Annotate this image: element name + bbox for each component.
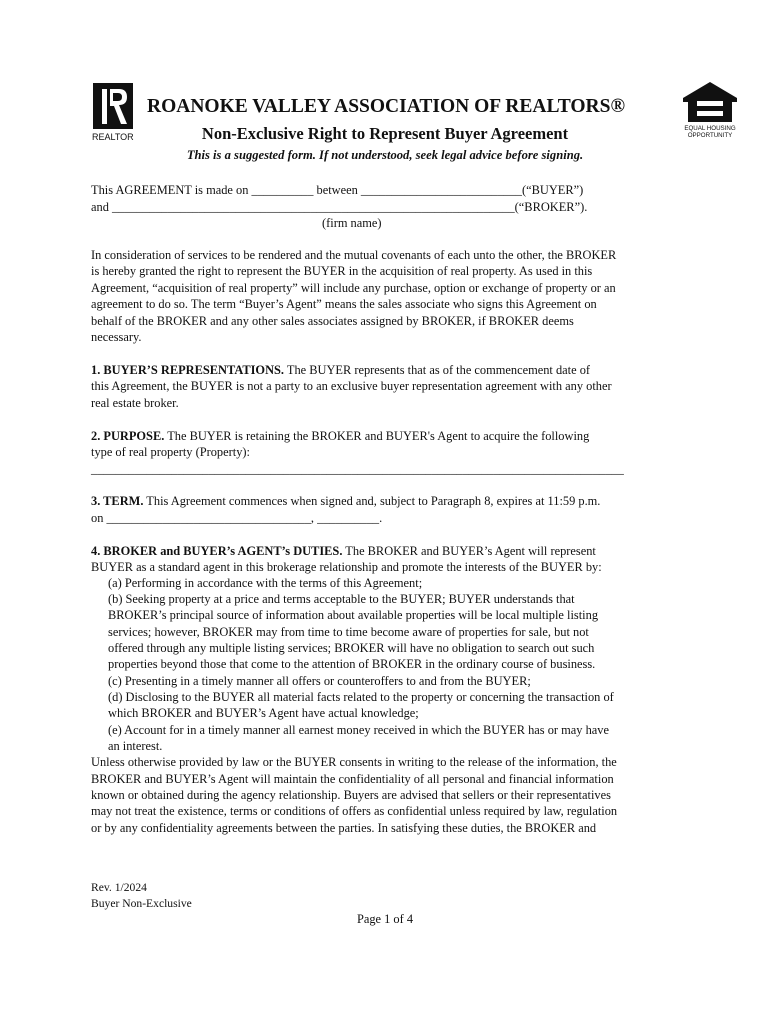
section-4-text: The BROKER and BUYER’s Agent will represent — [342, 544, 596, 558]
consideration-line: agreement to do so. The term “Buyer’s Agent” means the sales associate who signs this Agreement on — [91, 297, 597, 311]
realtor-logo-text: REALTOR — [92, 132, 134, 142]
consideration-line: Agreement, “acquisition of real property” will include any purchase, option or exchange of property or an — [91, 281, 616, 295]
duty-item: offered through any multiple listing services; BROKER will have no obligation to search out such — [108, 641, 595, 655]
duty-item: (a) Performing in accordance with the terms of this Agreement; — [108, 576, 423, 590]
section-2-text: The BUYER is retaining the BROKER and BUYER's Agent to acquire the following — [164, 429, 590, 443]
confidentiality-line: Unless otherwise provided by law or the BUYER consents in writing to the release of the information, the — [91, 755, 617, 769]
section-2-heading: 2. PURPOSE. — [91, 429, 165, 443]
section-1-text: The BUYER represents that as of the commencement date of — [284, 363, 591, 377]
duty-item: BROKER’s principal source of information about available properties will be local multiple listing — [108, 608, 599, 622]
duty-item: services; however, BROKER may from time to time become aware of properties for sale, but not — [108, 625, 589, 639]
confidentiality-line: or by any confidentiality agreements between the parties. In satisfying these duties, the BROKER and — [91, 821, 597, 835]
revision-date: Rev. 1/2024 — [91, 881, 147, 894]
form-name: Buyer Non-Exclusive — [91, 897, 192, 910]
duty-item: properties beyond those that come to the attention of BROKER in the ordinary course of business. — [108, 657, 596, 671]
section-4-line-1 — [91, 543, 596, 559]
section-3-text: This Agreement commences when signed and, subject to Paragraph 8, expires at 11:59 p.m. — [143, 494, 601, 508]
consideration-line: necessary. — [91, 330, 142, 344]
consideration-line: is hereby granted the right to represent the BUYER in the acquisition of real property. As used in this — [91, 264, 593, 278]
consideration-line: behalf of the BROKER and any other sales associates assigned by BROKER, if BROKER deems — [91, 314, 574, 328]
confidentiality-line: BROKER and BUYER’s Agent will maintain the confidentiality of all personal and financial information — [91, 772, 614, 786]
intro-line-2: and _________________________________________________________________(“BROKER”). — [91, 200, 588, 214]
property-blank-line: ______________________________________________________________________________________ — [91, 462, 624, 476]
section-4-line-2: BUYER as a standard agent in this brokerage relationship and promote the interests of the BUYER by: — [91, 560, 602, 574]
confidentiality-line: known or obtained during the agency relationship. Buyers are advised that sellers or their representatives — [91, 788, 611, 802]
section-3-line-1 — [91, 493, 600, 509]
duty-item: an interest. — [108, 739, 163, 753]
duty-item: (c) Presenting in a timely manner all offers or counteroffers to and from the BUYER; — [108, 674, 531, 688]
section-1-line-1 — [91, 362, 590, 378]
eho-text-2: OPPORTUNITY — [687, 132, 733, 138]
duty-item: (b) Seeking property at a price and terms acceptable to the BUYER; BUYER understands that — [108, 592, 575, 606]
section-1-line: real estate broker. — [91, 396, 179, 410]
section-4-heading: 4. BROKER and BUYER’s AGENT’s DUTIES. — [91, 544, 343, 558]
section-1-heading: 1. BUYER’S REPRESENTATIONS. — [91, 363, 285, 377]
document-title: Non-Exclusive Right to Represent Buyer Agreement — [201, 124, 569, 143]
duty-item: which BROKER and BUYER’s Agent have actual knowledge; — [108, 706, 419, 720]
firm-name-label: (firm name) — [322, 216, 382, 230]
eho-text-1: EQUAL HOUSING — [684, 125, 736, 132]
confidentiality-line: may not treat the existence, terms or conditions of offers as confidential unless required by law, regulation — [91, 804, 618, 818]
section-3-line-2: on _________________________________, __________. — [91, 511, 383, 525]
page-number: Page 1 of 4 — [356, 912, 414, 926]
intro-line-1: This AGREEMENT is made on __________ between __________________________(“BUYER”) — [91, 183, 584, 197]
section-2-line: type of real property (Property): — [91, 445, 250, 459]
section-1-line: this Agreement, the BUYER is not a party to an exclusive buyer representation agreement with any other — [91, 379, 612, 393]
association-name: ROANOKE VALLEY ASSOCIATION OF REALTORS® — [147, 96, 626, 117]
section-2-line-1 — [91, 428, 589, 444]
consideration-line: In consideration of services to be rendered and the mutual covenants of each unto the other, the BROKER — [91, 248, 617, 262]
document-subtitle: This is a suggested form. If not understood, seek legal advice before signing. — [186, 148, 584, 162]
duty-item: (e) Account for in a timely manner all earnest money received in which the BUYER has or may have — [108, 723, 609, 737]
section-3-heading: 3. TERM. — [91, 494, 144, 508]
duty-item: (d) Disclosing to the BUYER all material facts related to the property or concerning the transaction of — [108, 690, 614, 704]
